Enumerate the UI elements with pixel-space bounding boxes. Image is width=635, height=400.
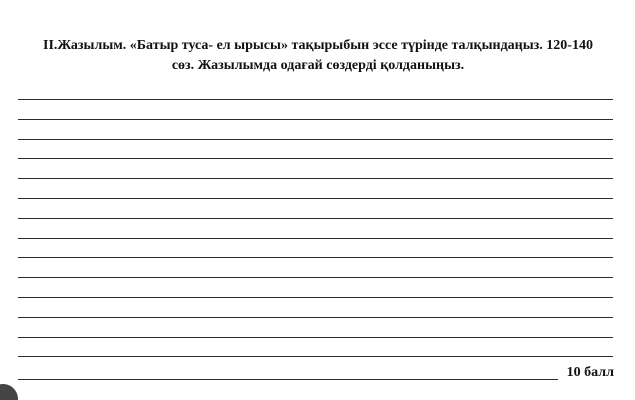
writing-line: [18, 99, 613, 100]
writing-line: [18, 238, 613, 239]
writing-line: [18, 356, 613, 357]
writing-line: [18, 119, 613, 120]
task-line-1: II.Жазылым. «Батыр туса- ел ырысы» тақырыбын эссе түрінде талқындаңыз. 120-140: [43, 38, 593, 53]
writing-line: [18, 218, 613, 219]
writing-line: [18, 178, 613, 179]
writing-line: [18, 139, 613, 140]
photo-corner-shadow: [0, 384, 18, 400]
writing-line: [18, 257, 613, 258]
task-instructions: [18, 36, 618, 76]
task-line-2: сөз. Жазылымда одағай сөздерді қолданыңыз.: [171, 58, 465, 73]
writing-line: [18, 337, 613, 338]
final-writing-line: [18, 379, 558, 380]
writing-line: [18, 317, 613, 318]
writing-line: [18, 277, 613, 278]
writing-line: [18, 158, 613, 159]
writing-line: [18, 297, 613, 298]
writing-line: [18, 198, 613, 199]
score-label: 10 балл: [566, 365, 614, 380]
